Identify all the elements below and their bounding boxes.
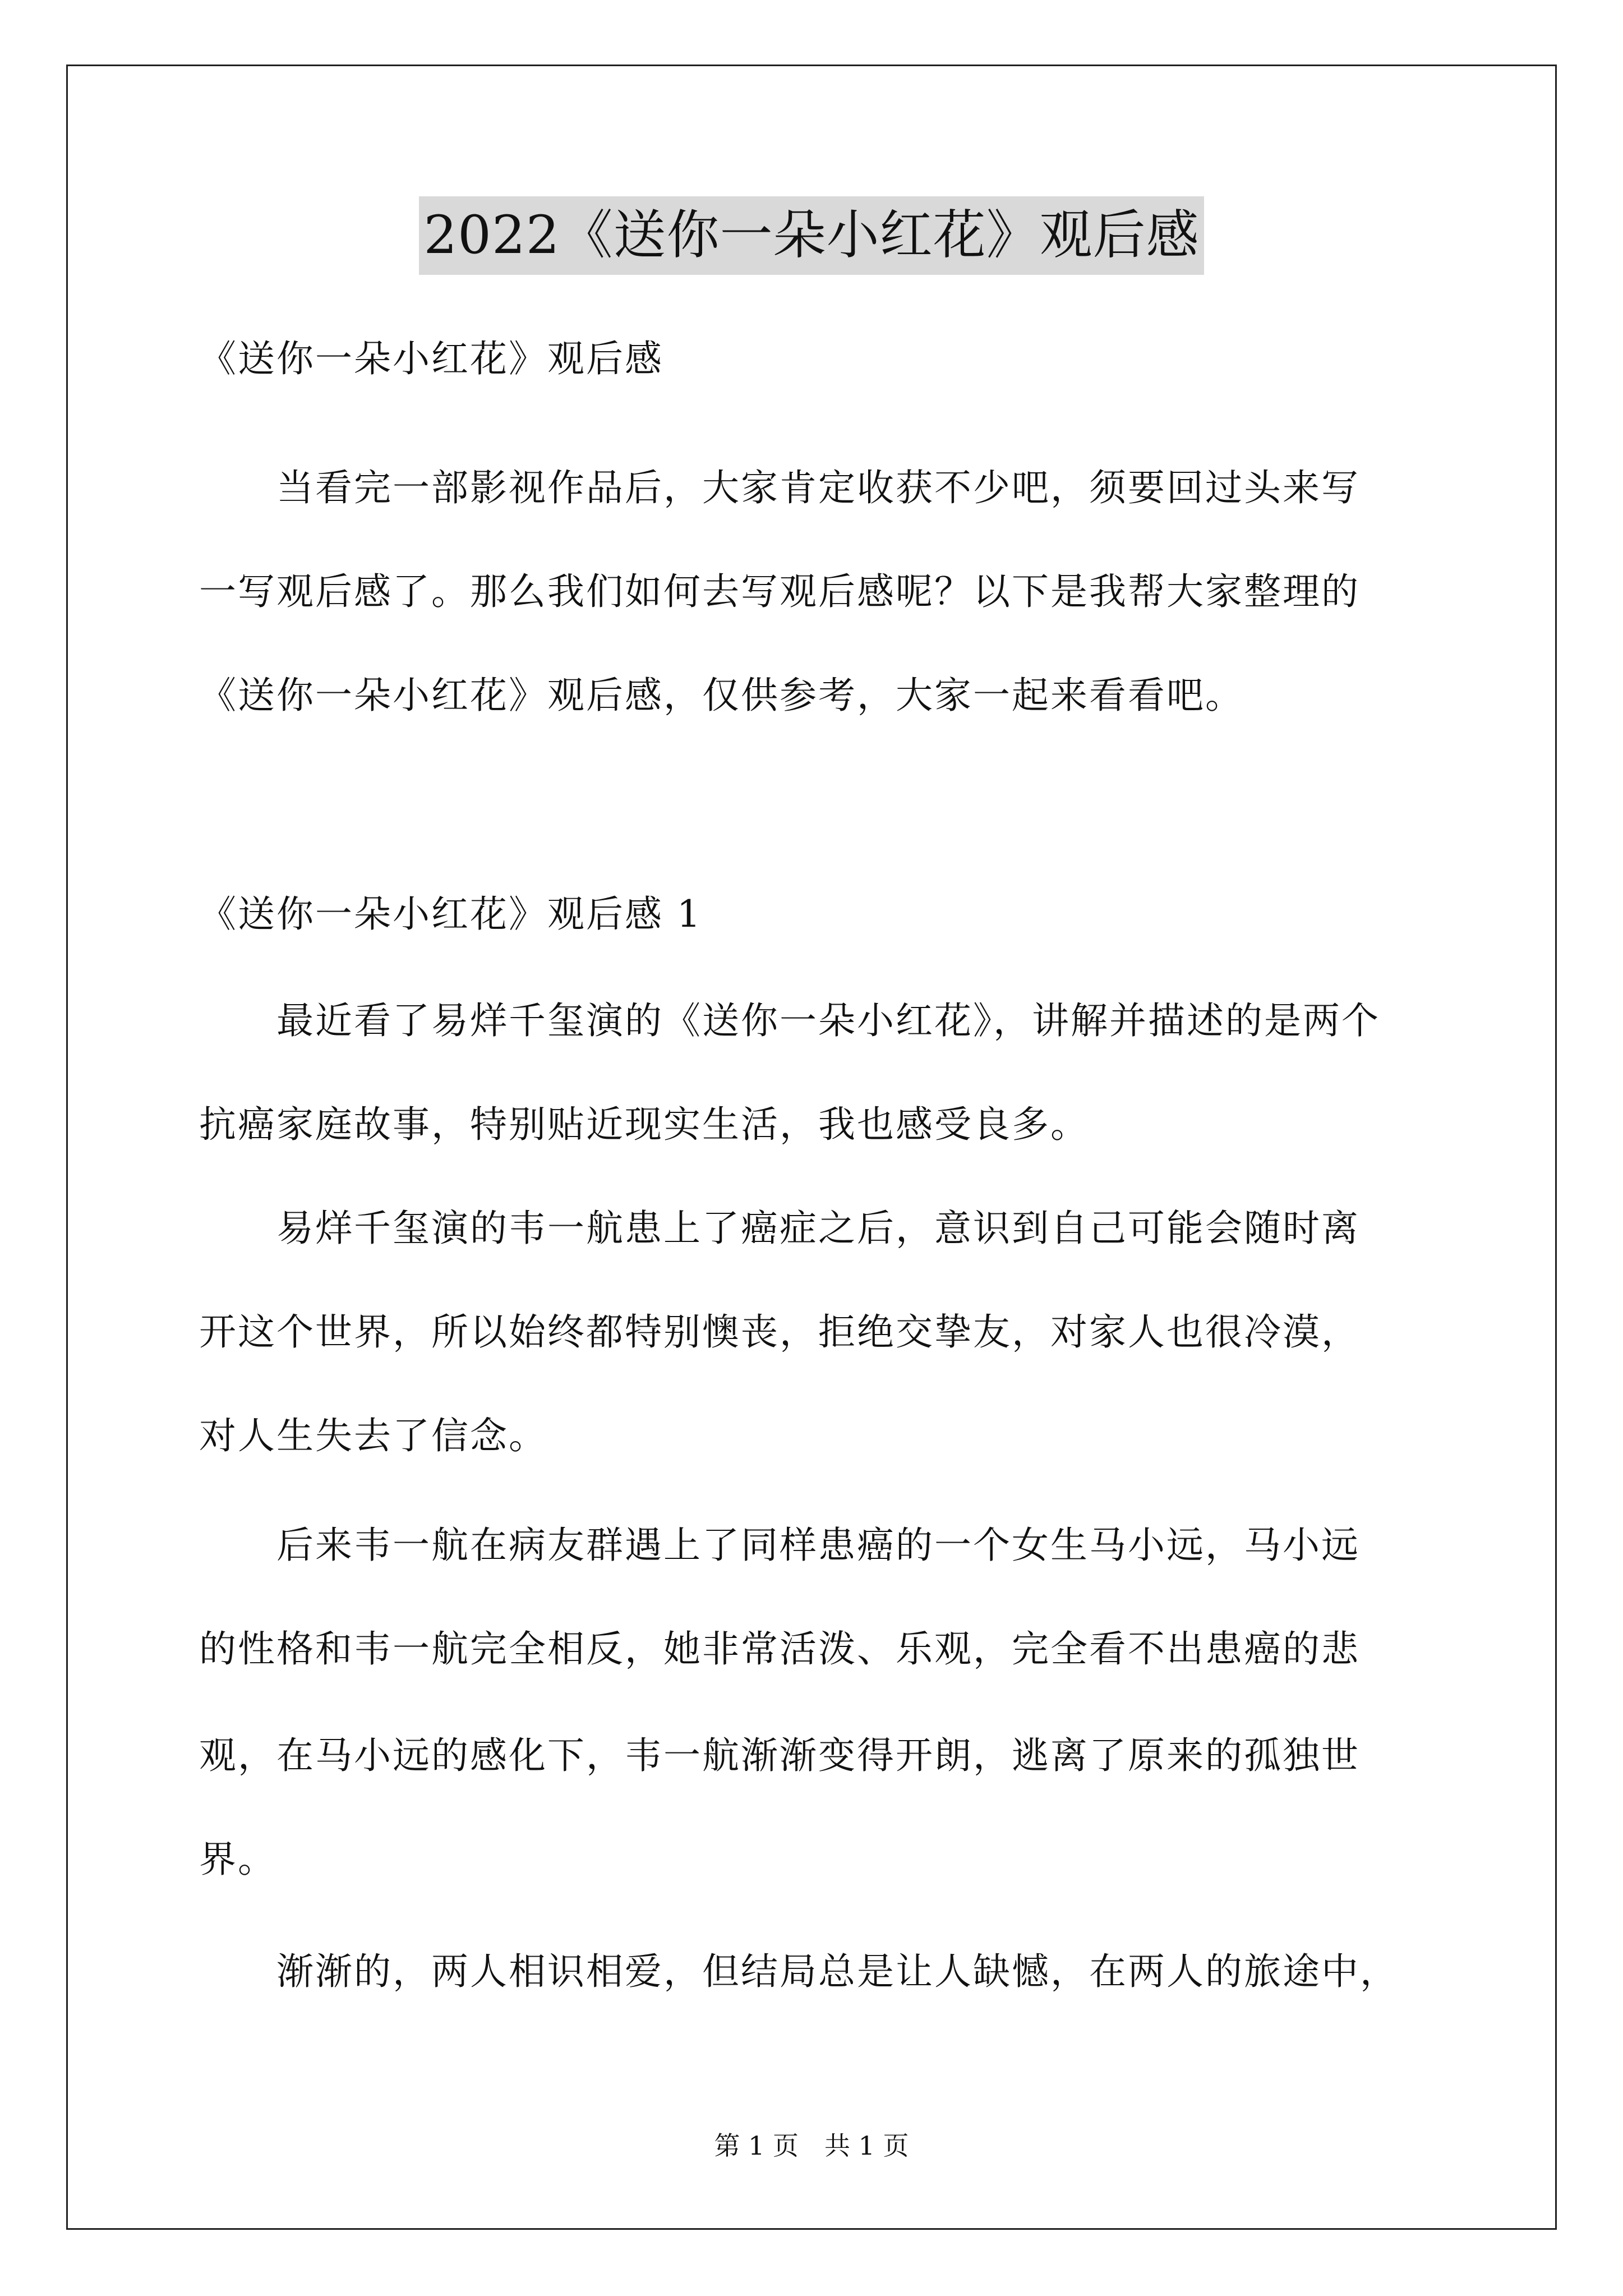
paragraph-line: 一写观后感了。那么我们如何去写观后感呢？以下是我帮大家整理的 — [199, 570, 1360, 613]
paragraph-line: 当看完一部影视作品后，大家肯定收获不少吧，须要回过头来写 — [199, 466, 1360, 509]
paragraph-line: 的性格和韦一航完全相反，她非常活泼、乐观，完全看不出患癌的悲 — [199, 1627, 1360, 1671]
paragraph-line: 渐渐的，两人相识相爱，但结局总是让人缺憾，在两人的旅途中， — [199, 1950, 1399, 1993]
paragraph-line: 最近看了易烊千玺演的《送你一朵小红花》，讲解并描述的是两个 — [199, 999, 1380, 1042]
subtitle-line: 《送你一朵小红花》观后感 — [199, 337, 663, 380]
page-footer: 第 1 页 共 1 页 — [714, 2131, 909, 2161]
paragraph-line: 界。 — [199, 1838, 276, 1881]
paragraph-line: 后来韦一航在病友群遇上了同样患癌的一个女生马小远，马小远 — [199, 1524, 1360, 1567]
title-container — [0, 196, 1623, 275]
section-heading: 《送你一朵小红花》观后感 1 — [199, 892, 702, 936]
paragraph-line: 对人生失去了信念。 — [199, 1414, 547, 1457]
paragraph-line: 抗癌家庭故事，特别贴近现实生活，我也感受良多。 — [199, 1103, 1089, 1146]
paragraph-line: 观，在马小远的感化下，韦一航渐渐变得开朗，逃离了原来的孤独世 — [199, 1734, 1360, 1777]
paragraph-line: 《送你一朵小红花》观后感，仅供参考，大家一起来看看吧。 — [199, 674, 1244, 717]
paragraph-line: 开这个世界，所以始终都特别懊丧，拒绝交挚友，对家人也很冷漠， — [199, 1310, 1360, 1354]
paragraph-line: 易烊千玺演的韦一航患上了癌症之后，意识到自己可能会随时离 — [199, 1207, 1360, 1250]
document-title: 2022《送你一朵小红花》观后感 — [419, 196, 1204, 275]
